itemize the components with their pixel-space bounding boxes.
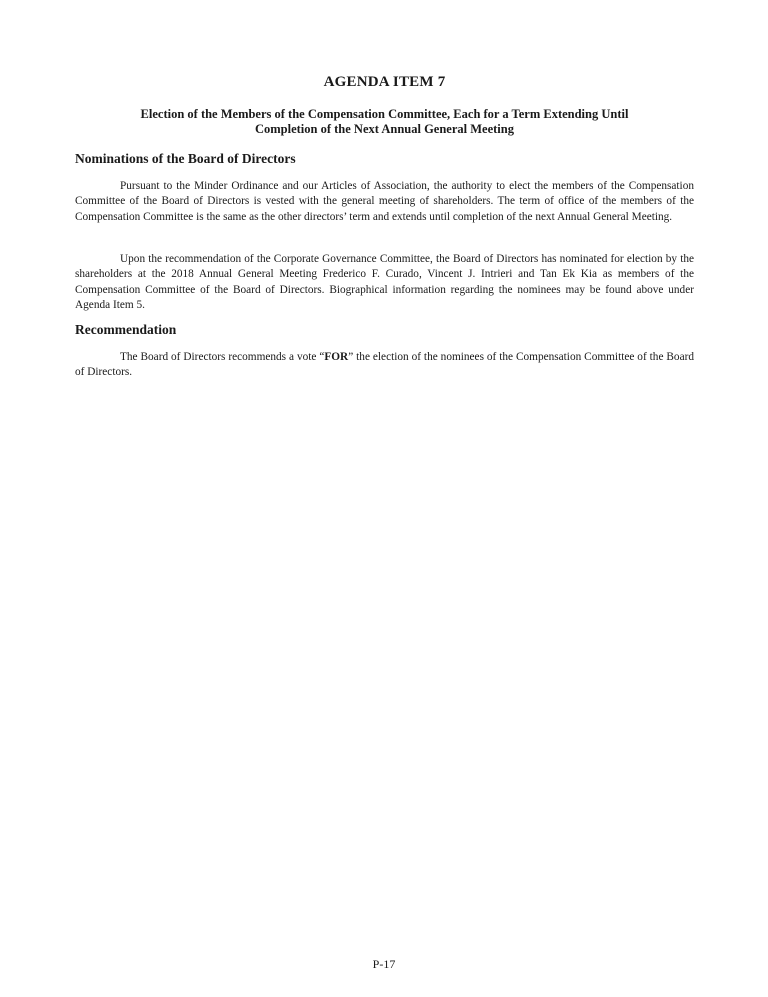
recommendation-text-after: ” the election of the nominees of the Compensation Committee of the Board of Directors. [75,351,694,379]
recommendation-paragraph [75,350,694,381]
nominations-heading: Nominations of the Board of Directors [75,151,296,166]
recommendation-text-before: The Board of Directors recommends a vote “ [120,351,325,363]
page-number: P-17 [372,957,396,971]
recommendation-heading: Recommendation [75,322,177,337]
agenda-item-title: AGENDA ITEM 7 [323,74,446,90]
nominations-paragraph-2: Upon the recommendation of the Corporate Governance Committee, the Board of Directors has nominated for election by the shareholders at the 2018 Annual General Meeting Frederico F. Curado, Vincent J. Intrieri and Tan Ek Kia as members of the Compensation Committee of the Board of Directors. Biographical information regarding the nominees may be found above under Agenda Item 5. [75,253,694,311]
agenda-item-subtitle [75,107,694,137]
nominations-paragraph-1: Pursuant to the Minder Ordinance and our Articles of Association, the authority to elect the members of the Compensation Committee of the Board of Directors is vested with the general meeting of shareholders. The term of office of the members of the Compensation Committee is the same as the other directors’ term and extends until completion of the next Annual General Meeting. [75,180,694,223]
recommendation-for-emphasis: FOR [324,351,349,363]
subtitle-line-1: Election of the Members of the Compensation Committee, Each for a Term Extending Until [140,107,629,121]
subtitle-line-2: Completion of the Next Annual General Meeting [254,122,514,136]
